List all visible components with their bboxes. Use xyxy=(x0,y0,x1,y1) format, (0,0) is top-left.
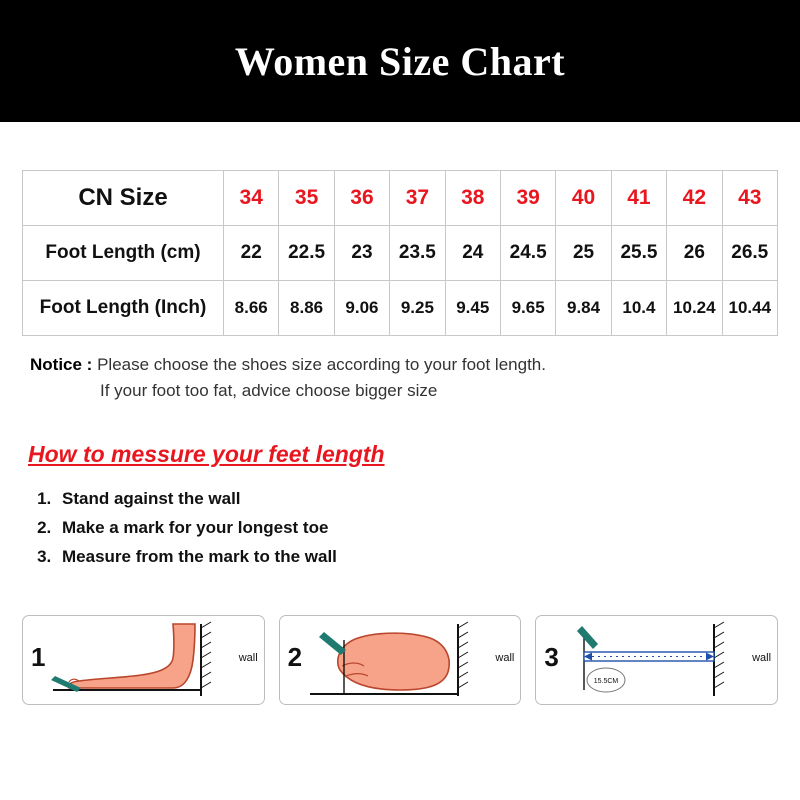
notice-line-2: If your foot too fat, advice choose bigger size xyxy=(100,381,438,401)
cell-cn-size: 39 xyxy=(500,171,555,226)
panel-number: 1 xyxy=(31,642,46,672)
howto-step: 2. Make a mark for your longest toe xyxy=(56,513,800,542)
howto-step: 1. Stand against the wall xyxy=(56,484,800,513)
cell-foot-length-inch: 10.4 xyxy=(611,281,666,336)
cell-foot-length-inch: 8.66 xyxy=(224,281,279,336)
notice-block xyxy=(30,352,800,405)
panel-number: 3 xyxy=(544,642,559,672)
wall-label: wall xyxy=(238,652,258,664)
cell-foot-length-cm: 25.5 xyxy=(611,226,666,281)
page-title: Women Size Chart xyxy=(234,38,566,84)
cell-cn-size: 37 xyxy=(390,171,445,226)
cell-foot-length-inch: 9.06 xyxy=(334,281,389,336)
illustration-panels xyxy=(22,615,778,705)
howto-title: How to messure your feet length xyxy=(28,440,385,467)
cell-foot-length-cm: 24.5 xyxy=(500,226,555,281)
cell-foot-length-cm: 23 xyxy=(334,226,389,281)
size-chart-table xyxy=(22,170,778,336)
illustration-panel-3 xyxy=(535,615,778,705)
cell-cn-size: 35 xyxy=(279,171,334,226)
cell-foot-length-inch: 9.25 xyxy=(390,281,445,336)
cell-foot-length-cm: 26.5 xyxy=(722,226,777,281)
table-row-foot-length-cm xyxy=(23,226,778,281)
cell-cn-size: 34 xyxy=(224,171,279,226)
cell-cn-size: 43 xyxy=(722,171,777,226)
illustration-panel-1 xyxy=(22,615,265,705)
size-chart-table-container xyxy=(22,170,778,336)
row-label-foot-length-inch: Foot Length (Inch) xyxy=(23,281,224,336)
cell-foot-length-inch: 10.44 xyxy=(722,281,777,336)
illustration-panel-2 xyxy=(279,615,522,705)
howto-step: 3. Measure from the mark to the wall xyxy=(56,542,800,571)
wall-label: wall xyxy=(752,652,772,664)
cell-foot-length-inch: 8.86 xyxy=(279,281,334,336)
cell-cn-size: 36 xyxy=(334,171,389,226)
mark-longest-toe-illustration xyxy=(280,616,522,704)
row-label-foot-length-cm: Foot Length (cm) xyxy=(23,226,224,281)
cell-foot-length-cm: 22.5 xyxy=(279,226,334,281)
table-row-foot-length-inch xyxy=(23,281,778,336)
header-banner xyxy=(0,0,800,122)
cell-foot-length-inch: 9.45 xyxy=(445,281,500,336)
cell-cn-size: 38 xyxy=(445,171,500,226)
howto-steps-list xyxy=(30,484,800,572)
cell-cn-size: 40 xyxy=(556,171,611,226)
foot-against-wall-illustration xyxy=(23,616,265,704)
cell-foot-length-inch: 10.24 xyxy=(667,281,722,336)
panel-number: 2 xyxy=(287,642,303,672)
cell-foot-length-inch: 9.65 xyxy=(500,281,555,336)
cell-foot-length-inch: 9.84 xyxy=(556,281,611,336)
measurement-caption: 15.5CM xyxy=(594,678,619,685)
notice-line-1: Please choose the shoes size according to your foot length. xyxy=(97,355,546,374)
cell-foot-length-cm: 22 xyxy=(224,226,279,281)
cell-foot-length-cm: 24 xyxy=(445,226,500,281)
cell-foot-length-cm: 25 xyxy=(556,226,611,281)
row-label-cn-size: CN Size xyxy=(23,171,224,226)
notice-label: Notice : xyxy=(30,355,93,374)
cell-foot-length-cm: 23.5 xyxy=(390,226,445,281)
table-row-cn-size xyxy=(23,171,778,226)
cell-foot-length-cm: 26 xyxy=(667,226,722,281)
cell-cn-size: 41 xyxy=(611,171,666,226)
cell-cn-size: 42 xyxy=(667,171,722,226)
wall-label: wall xyxy=(495,652,515,664)
measure-with-ruler-illustration xyxy=(536,616,778,704)
